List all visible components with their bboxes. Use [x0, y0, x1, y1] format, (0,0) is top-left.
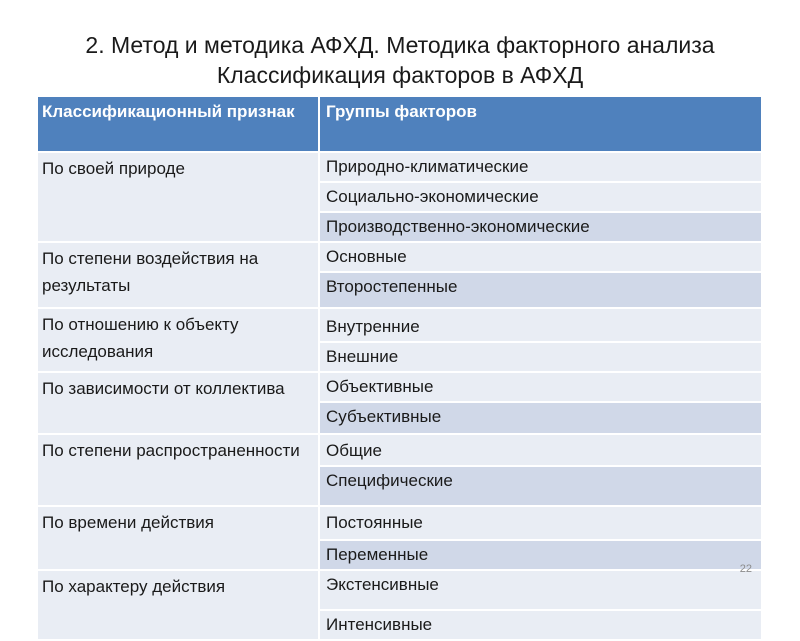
group-cell: Переменные [319, 540, 761, 570]
criterion-cell: По степени воздействия на результаты [38, 242, 319, 308]
table-header-row [38, 97, 761, 152]
criterion-cell: По времени действия [38, 506, 319, 570]
group-cell: Внешние [319, 342, 761, 372]
table-row [38, 570, 761, 610]
group-cell: Внутренние [319, 308, 761, 342]
criterion-cell: По характеру действия [38, 570, 319, 640]
page-number: 22 [739, 563, 752, 575]
table-row [38, 434, 761, 466]
criterion-cell: По отношению к объекту исследования [38, 308, 319, 372]
group-cell: Экстенсивные [319, 570, 761, 610]
table-row [38, 308, 761, 342]
group-cell: Природно-климатические [319, 152, 761, 182]
group-cell: Постоянные [319, 506, 761, 540]
criterion-cell: По степени распространенности [38, 434, 319, 506]
group-cell: Общие [319, 434, 761, 466]
group-cell: Производственно-экономические [319, 212, 761, 242]
header-criterion: Классификационный признак [38, 97, 319, 152]
title-line-2: Классификация факторов в АФХД [216, 62, 584, 88]
criterion-cell: По зависимости от коллектива [38, 372, 319, 434]
group-cell: Интенсивные [319, 610, 761, 640]
group-cell: Основные [319, 242, 761, 272]
group-cell: Объективные [319, 372, 761, 402]
group-cell: Специфические [319, 466, 761, 506]
table-row [38, 506, 761, 540]
slide-title [0, 30, 800, 90]
group-cell: Субъективные [319, 402, 761, 434]
factor-classification-table [38, 97, 761, 641]
group-cell: Социально-экономические [319, 182, 761, 212]
table-row [38, 372, 761, 402]
table-row [38, 152, 761, 182]
header-groups: Группы факторов [319, 97, 761, 152]
criterion-cell: По своей природе [38, 152, 319, 242]
title-line-1: 2. Метод и методика АФХД. Методика факторного анализа [85, 32, 715, 58]
table-row [38, 242, 761, 272]
group-cell: Второстепенные [319, 272, 761, 308]
